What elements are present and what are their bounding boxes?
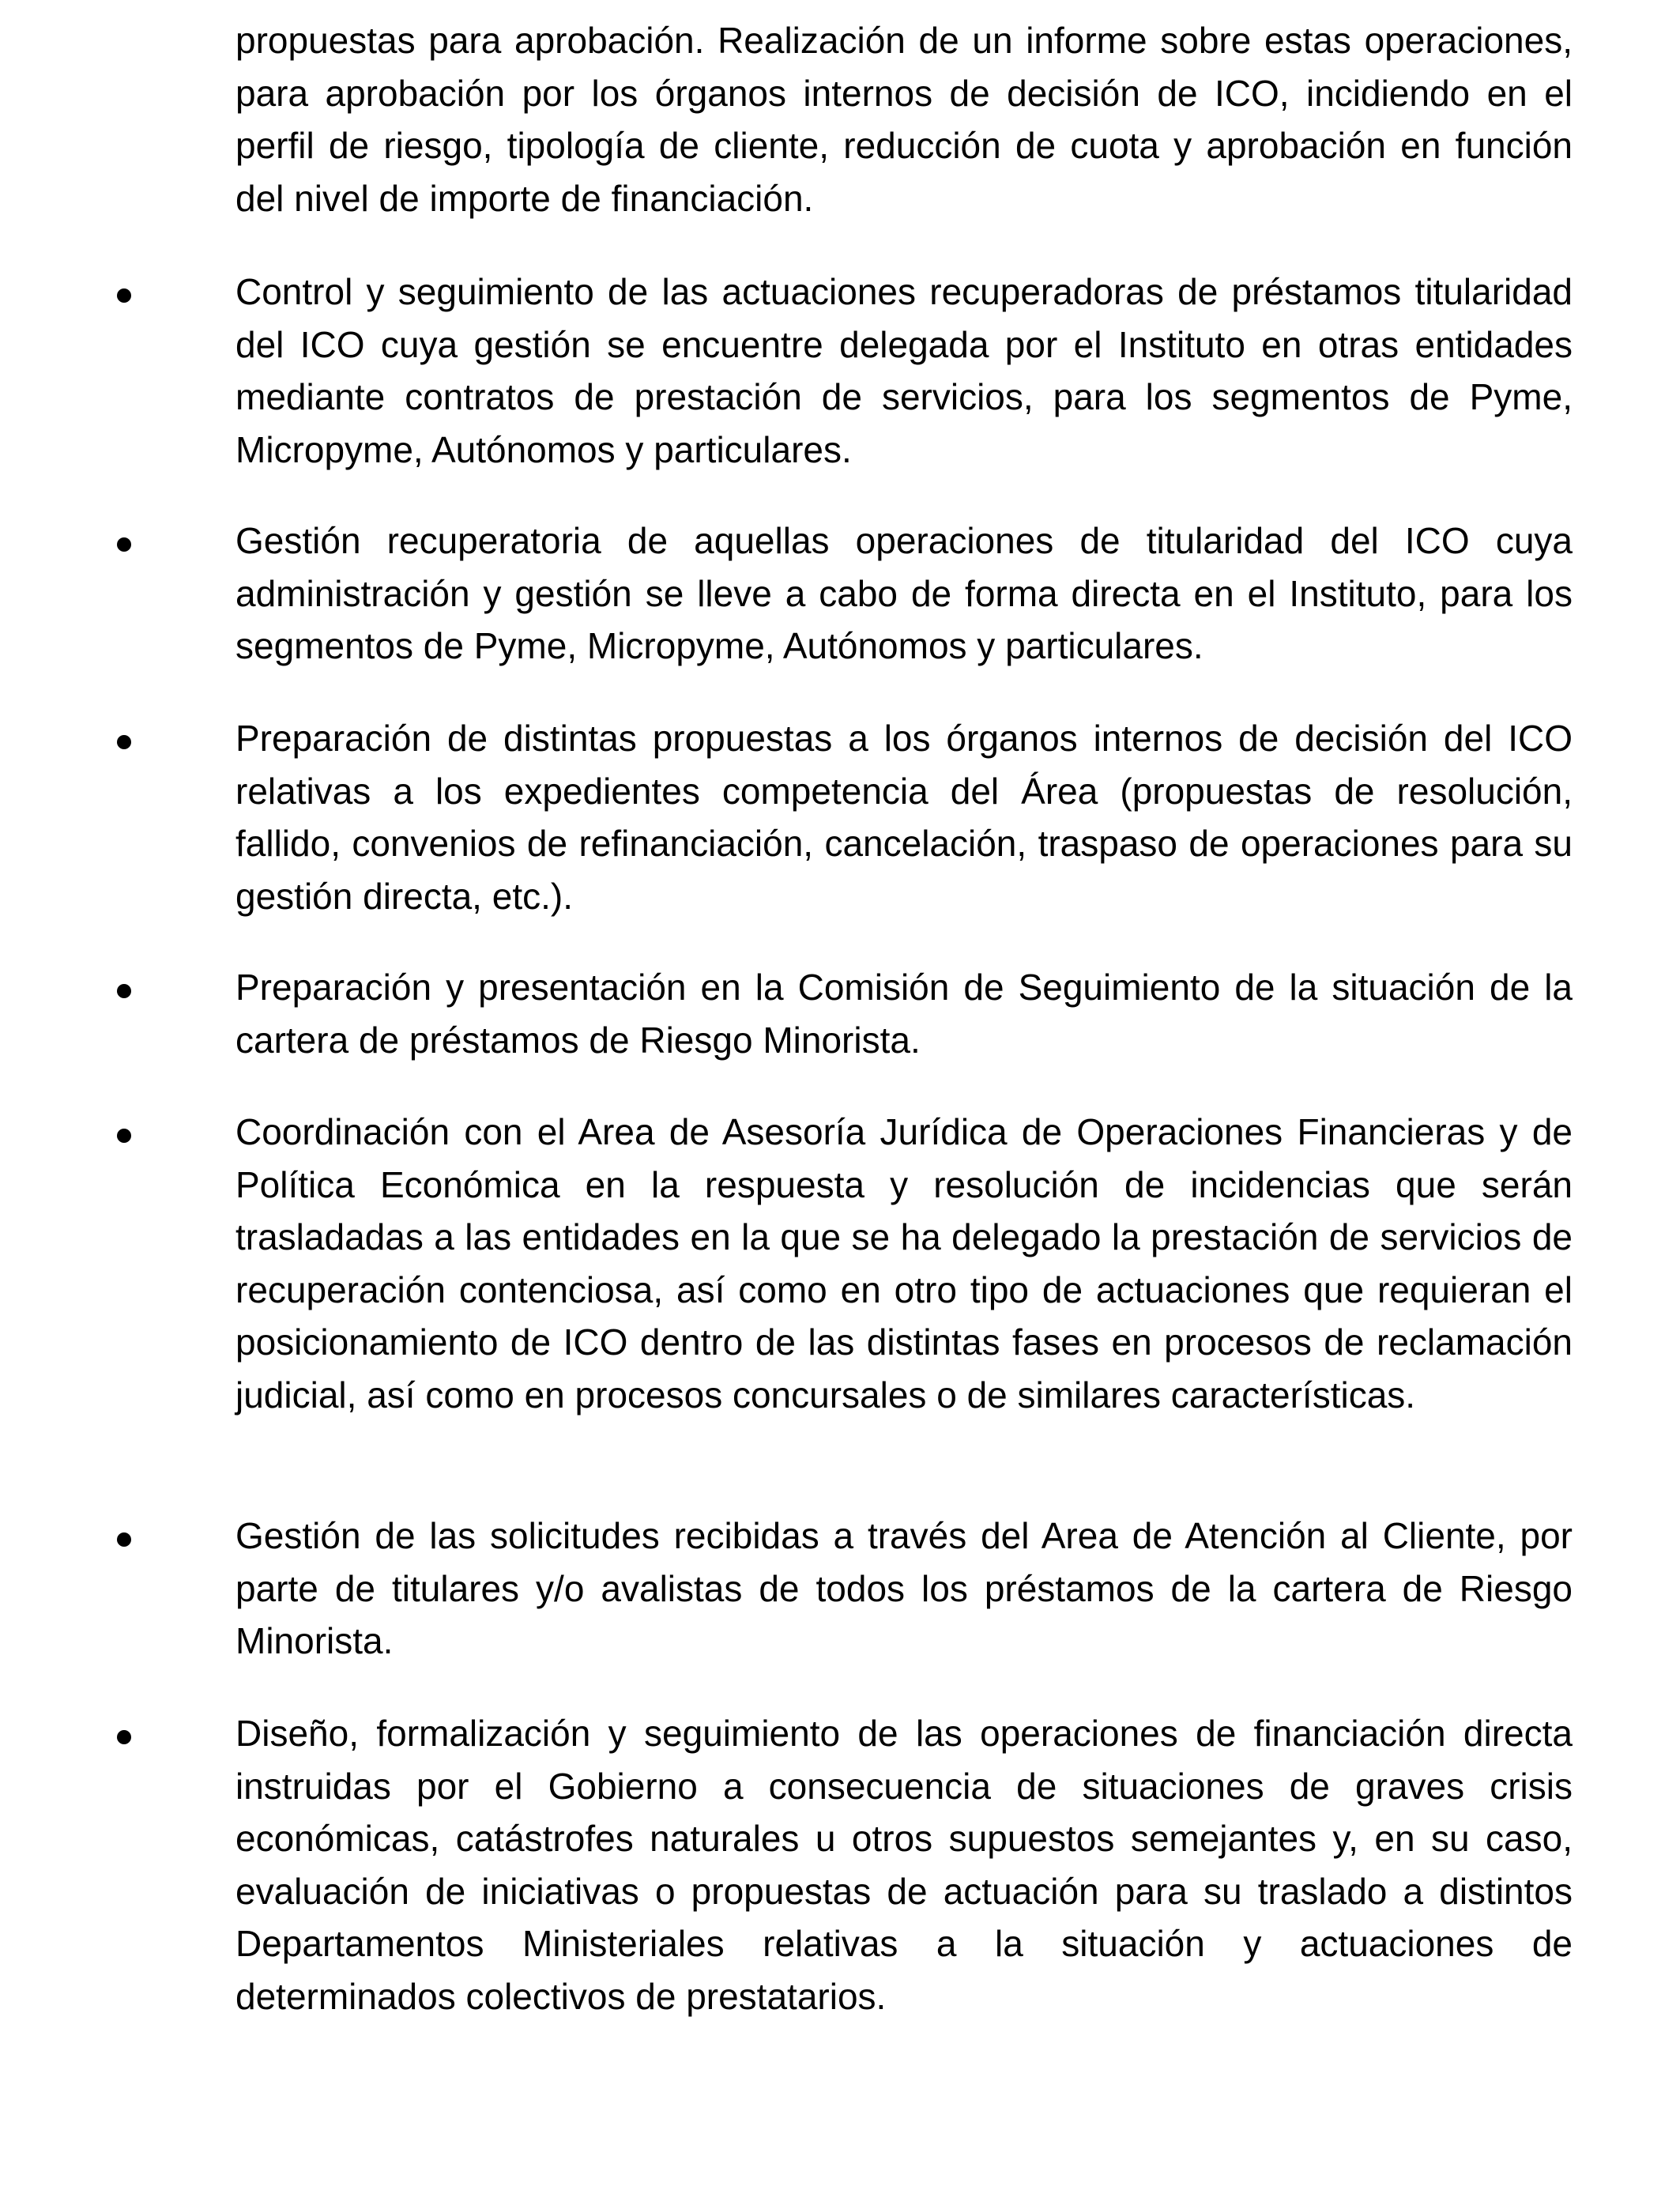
intro-paragraph: propuestas para aprobación. Realización de un informe sobre estas operaciones, para aprobación por los órganos internos de decisión de ICO, incidiendo en el perfil de riesgo, tipología de cliente, reducción de cuota y aprobación en función del nivel de importe de financiación. [235, 20, 1573, 219]
bullet-marker [117, 1129, 131, 1143]
list-item: Coordinación con el Area de Asesoría Jurídica de Operaciones Financieras y de Política Económica en la respuesta y resolución de incidencias que serán trasladadas a las entidades en la que se ha delegado la prestación de servicios de recuperación contenciosa, así como en otro tipo de actuaciones que requieran el posicionamiento de ICO dentro de las distintas fases en procesos de reclamación judicial, así como en procesos concursales o de similares características. [235, 1111, 1573, 1416]
list-item: Diseño, formalización y seguimiento de las operaciones de financiación directa instruidas por el Gobierno a consecuencia de situaciones de graves crisis económicas, catástrofes naturales u otros supuestos semejantes y, en su caso, evaluación de iniciativas o propuestas de actuación para su traslado a distintos Departamentos Ministeriales relativas a la situación y actuaciones de determinados colectivos de prestatarios. [235, 1713, 1573, 2017]
list-item: Preparación de distintas propuestas a los órganos internos de decisión del ICO relativas a los expedientes competencia del Área (propuestas de resolución, fallido, convenios de refinanciación, cancelación, traspaso de operaciones para su gestión directa, etc.). [235, 718, 1573, 917]
bullet-marker [117, 1532, 131, 1547]
list-item: Preparación y presentación en la Comisión de Seguimiento de la situación de la cartera de préstamos de Riesgo Minorista. [235, 967, 1573, 1061]
bullet-marker [117, 288, 131, 303]
bullet-marker [117, 537, 131, 552]
bullet-marker [117, 984, 131, 998]
bullet-marker [117, 735, 131, 749]
list-item: Gestión de las solicitudes recibidas a través del Area de Atención al Cliente, por parte de titulares y/o avalistas de todos los préstamos de la cartera de Riesgo Minorista. [235, 1515, 1573, 1661]
list-item: Gestión recuperatoria de aquellas operaciones de titularidad del ICO cuya administración y gestión se lleve a cabo de forma directa en el Instituto, para los segmentos de Pyme, Micropyme, Autónomos y particulares. [235, 520, 1573, 666]
list-item: Control y seguimiento de las actuaciones recuperadoras de préstamos titularidad del ICO cuya gestión se encuentre delegada por el Instituto en otras entidades mediante contratos de prestación de servicios, para los segmentos de Pyme, Micropyme, Autónomos y particulares. [235, 271, 1573, 470]
bullet-marker [117, 1730, 131, 1744]
